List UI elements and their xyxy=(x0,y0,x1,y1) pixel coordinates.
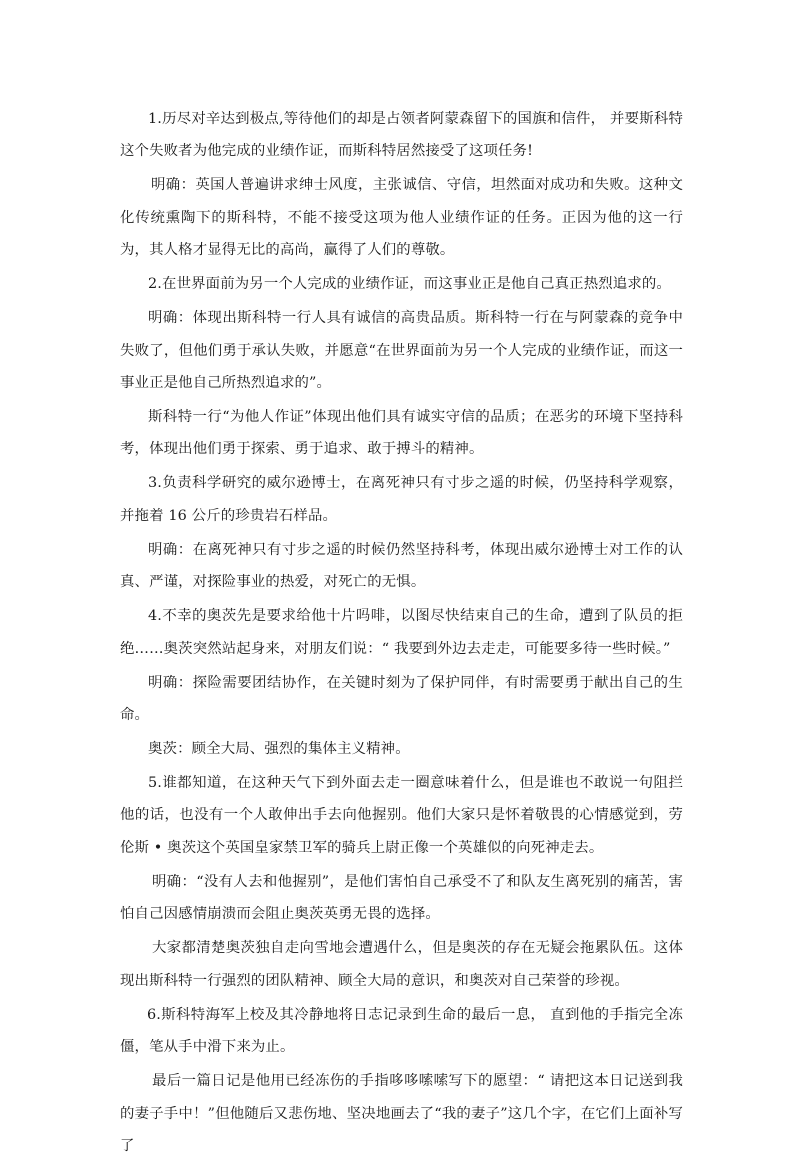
paragraph-commentary-4: 奥茨：顾全大局、强烈的集体主义精神。 xyxy=(148,741,410,758)
paragraph-commentary-2: 斯科特一行“为他人作证”体现出他们具有诚实守信的品质；在恶劣的环境下坚持科考，体现出他们勇于探索、勇于追求、敢于搏斗的精神。 xyxy=(120,409,683,458)
paragraph-quote-3: 3.负责科学研究的威尔逊博士，在离死神只有寸步之遥的时候，仍坚持科学观察，并拖着 16 公斤的珍贵岩石样品。 xyxy=(120,475,683,524)
paragraph-analysis-3: 明确：在离死神只有寸步之遥的时候仍然坚持科考，体现出威尔逊博士对工作的认真、严谨，对探险事业的热爱，对死亡的无惧。 xyxy=(120,541,683,591)
paragraph-quote-4: 4.不幸的奥茨先是要求给他十片吗啡，以图尽快结束自己的生命，遭到了队员的拒绝……奥茨突然站起身来，对朋友们说：“ 我要到外边去走走，可能要多待一些时候。” xyxy=(120,608,683,657)
document-body xyxy=(120,103,683,1164)
paragraph-analysis-5: 明确：“没有人去和他握别”，是他们害怕自己承受不了和队友生离死别的痛苦，害怕自己因感情崩溃而会阻止奥茨英勇无畏的选择。 xyxy=(120,873,683,923)
paragraph-analysis-1: 明确：英国人普遍讲求绅士风度，主张诚信、守信，坦然面对成功和失败。这种文化传统熏陶下的斯科特，不能不接受这项为他人业绩作证的任务。正因为他的这一行为，其人格才显得无比的高尚，赢得了人们的尊敬。 xyxy=(120,177,683,259)
paragraph-quote-5: 5.谁都知道，在这种天气下到外面去走一圈意味着什么，但是谁也不敢说一句阻拦他的话，也没有一个人敢伸出手去向他握别。他们大家只是怀着敬畏的心情感觉到，劳伦斯 • 奥茨这个英国皇家禁卫军的骑兵上尉正像一个英雄似的向死神走去。 xyxy=(120,775,683,856)
paragraph-quote-1: 1.历尽对辛达到极点,等待他们的却是占领者阿蒙森留下的国旗和信件， 并要斯科特这个失败者为他完成的业绩作证，而斯科特居然接受了这项任务! xyxy=(120,111,683,160)
paragraph-quote-2: 2.在世界面前为另一个人完成的业绩作证，而这事业正是他自己真正热烈追求的。 xyxy=(148,276,671,293)
paragraph-analysis-2: 明确：体现出斯科特一行人具有诚信的高贵品质。斯科特一行在与阿蒙森的竞争中失败了，但他们勇于承认失败，并愿意“在世界面前为另一个人完成的业绩作证，而这一事业正是他自己所热烈追求的”。 xyxy=(120,310,683,392)
paragraph-quote-6: 6.斯科特海军上校及其冷静地将日志记录到生命的最后一息， 直到他的手指完全冻僵，笔从手中滑下来为止。 xyxy=(120,1006,683,1056)
paragraph-commentary-5: 大家都清楚奥茨独自走向雪地会遭遇什么，但是奥茨的存在无疑会拖累队伍。这体现出斯科特一行强烈的团队精神、顾全大局的意识，和奥茨对自己荣誉的珍视。 xyxy=(120,940,683,989)
paragraph-commentary-6: 最后一篇日记是他用已经冻伤的手指哆哆嗦嗦写下的愿望：“ 请把这本日记送到我的妻子手中！”但他随后又悲伤地、坚决地画去了“我的妻子”这几个字，在它们上面补写了 xyxy=(120,1073,683,1154)
paragraph-analysis-4: 明确：探险需要团结协作，在关键时刻为了保护同伴，有时需要勇于献出自己的生命。 xyxy=(120,674,683,724)
